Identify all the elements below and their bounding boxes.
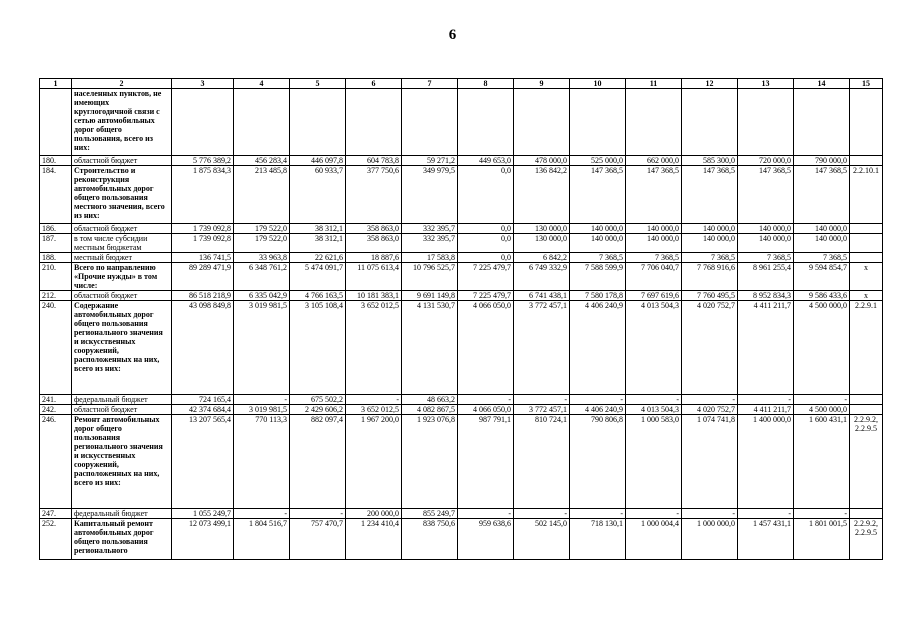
value-cell: 4 013 504,3 — [626, 405, 682, 415]
row-number — [40, 89, 72, 156]
value-cell: 38 312,1 — [290, 224, 346, 234]
value-cell: 358 863,0 — [346, 234, 402, 253]
value-cell: - — [234, 509, 290, 519]
table-row — [40, 263, 883, 291]
value-cell: - — [682, 395, 738, 405]
table-row — [40, 253, 883, 263]
value-cell: 86 518 218,9 — [172, 291, 234, 301]
row-number: 210. — [40, 263, 72, 291]
value-cell: 7 697 619,6 — [626, 291, 682, 301]
value-cell: 525 000,0 — [570, 156, 626, 166]
value-cell: 1 739 092,8 — [172, 234, 234, 253]
value-cell: - — [346, 395, 402, 405]
row-number: 180. — [40, 156, 72, 166]
value-cell: 147 368,5 — [626, 166, 682, 224]
value-cell: 140 000,0 — [570, 224, 626, 234]
value-cell: 140 000,0 — [794, 224, 850, 234]
row-label: Строительство и реконструкция автомобильных дорог общего пользования местного значения, всего из них: — [72, 166, 172, 224]
value-cell: 130 000,0 — [514, 234, 570, 253]
value-cell: 140 000,0 — [738, 234, 794, 253]
value-cell: 33 963,8 — [234, 253, 290, 263]
header-cell: 8 — [458, 79, 514, 89]
value-cell: 724 165,4 — [172, 395, 234, 405]
table-row — [40, 224, 883, 234]
header-cell: 10 — [570, 79, 626, 89]
measure-code: x — [850, 263, 883, 291]
header-cell: 12 — [682, 79, 738, 89]
value-cell: 140 000,0 — [626, 234, 682, 253]
value-cell: 7 580 178,8 — [570, 291, 626, 301]
value-cell: 332 395,7 — [402, 224, 458, 234]
value-cell: - — [290, 509, 346, 519]
value-cell: 790 000,0 — [794, 156, 850, 166]
value-cell: 478 000,0 — [514, 156, 570, 166]
value-cell: 4 500 000,0 — [794, 301, 850, 395]
row-label: местный бюджет — [72, 253, 172, 263]
value-cell: 1 234 410,4 — [346, 519, 402, 560]
table-row — [40, 395, 883, 405]
value-cell: 48 663,2 — [402, 395, 458, 405]
measure-code: 2.2.9.2, 2.2.9.5 — [850, 519, 883, 560]
row-number: 240. — [40, 301, 72, 395]
header-cell: 1 — [40, 79, 72, 89]
value-cell: 7 368,5 — [626, 253, 682, 263]
row-label: Всего по направлению «Прочие нужды» в том числе: — [72, 263, 172, 291]
value-cell: 3 652 012,5 — [346, 405, 402, 415]
value-cell: 3 772 457,1 — [514, 405, 570, 415]
value-cell — [290, 89, 346, 156]
value-cell: - — [682, 509, 738, 519]
measure-code — [850, 224, 883, 234]
value-cell: 1 600 431,1 — [794, 415, 850, 509]
row-label: областной бюджет — [72, 156, 172, 166]
row-label: в том числе субсидии местным бюджетам — [72, 234, 172, 253]
value-cell: 10 181 383,1 — [346, 291, 402, 301]
value-cell: 13 207 565,4 — [172, 415, 234, 509]
value-cell: 7 768 916,6 — [682, 263, 738, 291]
value-cell: 675 502,2 — [290, 395, 346, 405]
row-number: 184. — [40, 166, 72, 224]
measure-code — [850, 395, 883, 405]
value-cell: 1 967 200,0 — [346, 415, 402, 509]
table-row — [40, 234, 883, 253]
header-cell: 2 — [72, 79, 172, 89]
value-cell: 604 783,8 — [346, 156, 402, 166]
value-cell — [682, 89, 738, 156]
value-cell: 446 097,8 — [290, 156, 346, 166]
value-cell: 11 075 613,4 — [346, 263, 402, 291]
value-cell — [458, 89, 514, 156]
value-cell: 1 000 000,0 — [682, 519, 738, 560]
value-cell: 1 000 583,0 — [626, 415, 682, 509]
value-cell: 8 961 255,4 — [738, 263, 794, 291]
value-cell: - — [458, 509, 514, 519]
value-cell: 4 406 240,9 — [570, 301, 626, 395]
value-cell: - — [626, 395, 682, 405]
measure-code: 2.2.9.2, 2.2.9.5 — [850, 415, 883, 509]
value-cell: 7 368,5 — [682, 253, 738, 263]
value-cell: 9 586 433,6 — [794, 291, 850, 301]
value-cell: 89 289 471,9 — [172, 263, 234, 291]
value-cell: - — [738, 395, 794, 405]
row-label: федеральный бюджет — [72, 509, 172, 519]
value-cell: 136 842,2 — [514, 166, 570, 224]
value-cell: 449 653,0 — [458, 156, 514, 166]
value-cell: 1 739 092,8 — [172, 224, 234, 234]
value-cell: 332 395,7 — [402, 234, 458, 253]
header-cell: 6 — [346, 79, 402, 89]
value-cell: 1 923 076,8 — [402, 415, 458, 509]
value-cell: 59 271,2 — [402, 156, 458, 166]
row-number: 188. — [40, 253, 72, 263]
value-cell: 377 750,6 — [346, 166, 402, 224]
value-cell: 757 470,7 — [290, 519, 346, 560]
value-cell: 838 750,6 — [402, 519, 458, 560]
value-cell: 7 225 479,7 — [458, 291, 514, 301]
measure-code — [850, 405, 883, 415]
value-cell: 585 300,0 — [682, 156, 738, 166]
value-cell: 7 760 495,5 — [682, 291, 738, 301]
value-cell: 179 522,0 — [234, 234, 290, 253]
row-number: 241. — [40, 395, 72, 405]
row-number: 187. — [40, 234, 72, 253]
value-cell: 662 000,0 — [626, 156, 682, 166]
table-row — [40, 166, 883, 224]
row-label: областной бюджет — [72, 224, 172, 234]
row-number: 242. — [40, 405, 72, 415]
value-cell: 7 368,5 — [794, 253, 850, 263]
row-label: областной бюджет — [72, 405, 172, 415]
value-cell: 136 741,5 — [172, 253, 234, 263]
value-cell: 130 000,0 — [514, 224, 570, 234]
value-cell — [234, 89, 290, 156]
measure-code — [850, 156, 883, 166]
row-number: 246. — [40, 415, 72, 509]
row-label: федеральный бюджет — [72, 395, 172, 405]
value-cell: 8 952 834,3 — [738, 291, 794, 301]
value-cell: 1 875 834,3 — [172, 166, 234, 224]
value-cell: 1 457 431,1 — [738, 519, 794, 560]
value-cell: 349 979,5 — [402, 166, 458, 224]
value-cell — [346, 89, 402, 156]
value-cell: 456 283,4 — [234, 156, 290, 166]
value-cell: 4 766 163,5 — [290, 291, 346, 301]
header-cell: 3 — [172, 79, 234, 89]
value-cell: 60 933,7 — [290, 166, 346, 224]
value-cell: 147 368,5 — [738, 166, 794, 224]
value-cell: 7 588 599,9 — [570, 263, 626, 291]
header-cell: 5 — [290, 79, 346, 89]
header-cell: 11 — [626, 79, 682, 89]
measure-code: 2.2.9.1 — [850, 301, 883, 395]
value-cell — [570, 89, 626, 156]
value-cell: 5 776 389,2 — [172, 156, 234, 166]
value-cell: - — [794, 509, 850, 519]
row-number: 212. — [40, 291, 72, 301]
value-cell: - — [458, 395, 514, 405]
page-number: 6 — [448, 27, 457, 43]
value-cell: 4 500 000,0 — [794, 405, 850, 415]
table-row — [40, 415, 883, 509]
value-cell: 7 368,5 — [570, 253, 626, 263]
table-row — [40, 156, 883, 166]
value-cell: 7 706 040,7 — [626, 263, 682, 291]
value-cell: 200 000,0 — [346, 509, 402, 519]
value-cell: 3 019 981,5 — [234, 405, 290, 415]
value-cell: 3 772 457,1 — [514, 301, 570, 395]
value-cell: 9 691 149,8 — [402, 291, 458, 301]
value-cell: 882 097,4 — [290, 415, 346, 509]
value-cell: 4 411 211,7 — [738, 405, 794, 415]
header-cell: 13 — [738, 79, 794, 89]
value-cell: 1 000 004,4 — [626, 519, 682, 560]
header-cell: 14 — [794, 79, 850, 89]
budget-table — [39, 78, 883, 560]
measure-code: 2.2.10.1 — [850, 166, 883, 224]
value-cell: 1 055 249,7 — [172, 509, 234, 519]
row-label: Ремонт автомобильных дорог общего пользования регионального значения и искусственных сооружений, расположенных на них, всего из них: — [72, 415, 172, 509]
value-cell: - — [234, 395, 290, 405]
value-cell: 1 074 741,8 — [682, 415, 738, 509]
value-cell: 4 131 530,7 — [402, 301, 458, 395]
value-cell: 0,0 — [458, 234, 514, 253]
value-cell: 1 400 000,0 — [738, 415, 794, 509]
value-cell: 10 796 525,7 — [402, 263, 458, 291]
value-cell: 6 842,2 — [514, 253, 570, 263]
value-cell: 4 066 050,0 — [458, 301, 514, 395]
value-cell: 7 225 479,7 — [458, 263, 514, 291]
value-cell — [402, 89, 458, 156]
value-cell: 4 411 211,7 — [738, 301, 794, 395]
measure-code: x — [850, 291, 883, 301]
value-cell: 6 741 438,1 — [514, 291, 570, 301]
value-cell: 2 429 606,2 — [290, 405, 346, 415]
value-cell — [172, 89, 234, 156]
value-cell: 4 082 867,5 — [402, 405, 458, 415]
table-row — [40, 405, 883, 415]
header-cell: 7 — [402, 79, 458, 89]
value-cell: 502 145,0 — [514, 519, 570, 560]
table-row — [40, 89, 883, 156]
value-cell: 770 113,3 — [234, 415, 290, 509]
value-cell: 147 368,5 — [682, 166, 738, 224]
value-cell: 9 594 854,7 — [794, 263, 850, 291]
row-label: Капитальный ремонт автомобильных дорог общего пользования регионального — [72, 519, 172, 560]
row-label: областной бюджет — [72, 291, 172, 301]
value-cell: 43 098 849,8 — [172, 301, 234, 395]
value-cell: - — [570, 395, 626, 405]
value-cell: 0,0 — [458, 253, 514, 263]
value-cell: 4 406 240,9 — [570, 405, 626, 415]
value-cell: 4 013 504,3 — [626, 301, 682, 395]
value-cell: 4 066 050,0 — [458, 405, 514, 415]
value-cell — [514, 89, 570, 156]
value-cell: 4 020 752,7 — [682, 301, 738, 395]
value-cell: 140 000,0 — [682, 224, 738, 234]
value-cell: 140 000,0 — [570, 234, 626, 253]
value-cell: 12 073 499,1 — [172, 519, 234, 560]
measure-code — [850, 89, 883, 156]
value-cell: 0,0 — [458, 166, 514, 224]
value-cell: 6 749 332,9 — [514, 263, 570, 291]
value-cell: 3 652 012,5 — [346, 301, 402, 395]
value-cell: 810 724,1 — [514, 415, 570, 509]
header-cell: 15 — [850, 79, 883, 89]
value-cell: 1 804 516,7 — [234, 519, 290, 560]
value-cell: 5 474 091,7 — [290, 263, 346, 291]
value-cell: 147 368,5 — [794, 166, 850, 224]
value-cell: 3 019 981,5 — [234, 301, 290, 395]
value-cell: 140 000,0 — [626, 224, 682, 234]
value-cell — [626, 89, 682, 156]
header-cell: 4 — [234, 79, 290, 89]
value-cell: 22 621,6 — [290, 253, 346, 263]
row-label: Содержание автомобильных дорог общего пользования регионального значения и искусственных сооружений, расположенных на них, всего из них: — [72, 301, 172, 395]
table-row — [40, 301, 883, 395]
value-cell: 179 522,0 — [234, 224, 290, 234]
value-cell: 358 863,0 — [346, 224, 402, 234]
value-cell: 17 583,8 — [402, 253, 458, 263]
table-row — [40, 509, 883, 519]
value-cell — [738, 89, 794, 156]
row-label: населенных пунктов, не имеющих круглогодичной связи с сетью автомобильных дорог общего пользования, всего из них: — [72, 89, 172, 156]
value-cell: - — [514, 509, 570, 519]
value-cell: 4 020 752,7 — [682, 405, 738, 415]
value-cell — [794, 89, 850, 156]
value-cell: 147 368,5 — [570, 166, 626, 224]
row-number: 252. — [40, 519, 72, 560]
value-cell: - — [794, 395, 850, 405]
value-cell: 6 335 042,9 — [234, 291, 290, 301]
value-cell: - — [738, 509, 794, 519]
row-number: 247. — [40, 509, 72, 519]
value-cell: 18 887,6 — [346, 253, 402, 263]
value-cell: 0,0 — [458, 224, 514, 234]
value-cell: - — [514, 395, 570, 405]
header-row — [40, 79, 883, 89]
value-cell: 855 249,7 — [402, 509, 458, 519]
value-cell: 987 791,1 — [458, 415, 514, 509]
value-cell: 7 368,5 — [738, 253, 794, 263]
value-cell: 1 801 001,5 — [794, 519, 850, 560]
row-number: 186. — [40, 224, 72, 234]
header-cell: 9 — [514, 79, 570, 89]
value-cell: 6 348 761,2 — [234, 263, 290, 291]
value-cell: 959 638,6 — [458, 519, 514, 560]
value-cell: 3 105 108,4 — [290, 301, 346, 395]
measure-code — [850, 234, 883, 253]
measure-code — [850, 253, 883, 263]
value-cell: 790 806,8 — [570, 415, 626, 509]
value-cell: 718 130,1 — [570, 519, 626, 560]
value-cell: 42 374 684,4 — [172, 405, 234, 415]
value-cell: - — [626, 509, 682, 519]
measure-code — [850, 509, 883, 519]
table-row — [40, 519, 883, 560]
value-cell: 720 000,0 — [738, 156, 794, 166]
value-cell: 140 000,0 — [738, 224, 794, 234]
value-cell: 140 000,0 — [794, 234, 850, 253]
value-cell: 213 485,8 — [234, 166, 290, 224]
table-row — [40, 291, 883, 301]
value-cell: 140 000,0 — [682, 234, 738, 253]
value-cell: - — [570, 509, 626, 519]
value-cell: 38 312,1 — [290, 234, 346, 253]
